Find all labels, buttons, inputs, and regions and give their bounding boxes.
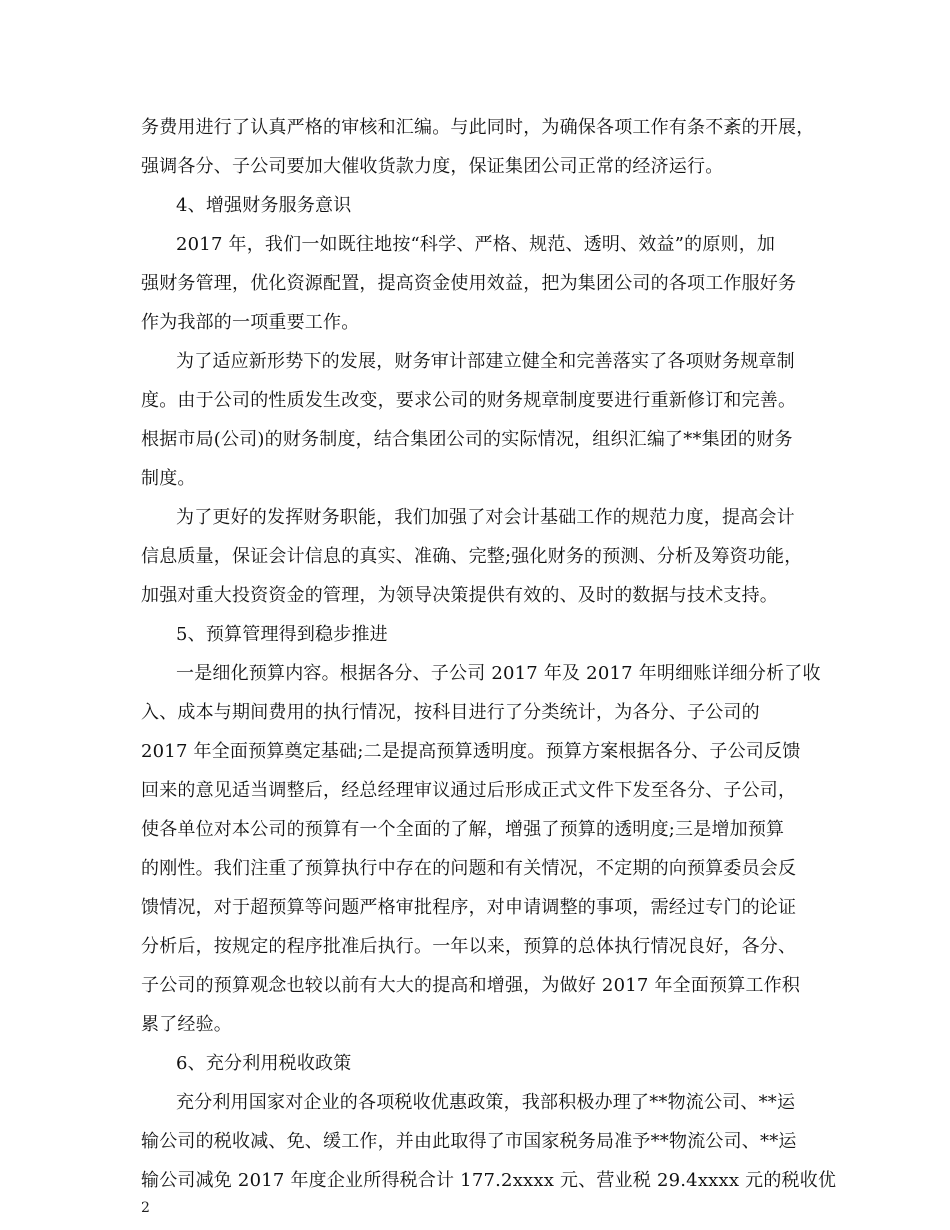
section-heading: 6、充分利用税收政策 xyxy=(176,1053,352,1074)
body-text-line: 强财务管理，优化资源配置，提高资金使用效益，把为集团公司的各项工作服好务 xyxy=(141,273,797,294)
body-text-line: 输公司减免 2017 年度企业所得税合计 177.2xxxx 元、营业税 29.4xxxx 元的税收优 xyxy=(141,1170,837,1191)
body-text-line: 分析后，按规定的程序批准后执行。一年以来，预算的总体执行情况良好，各分、 xyxy=(141,936,797,957)
body-text-line: 累了经验。 xyxy=(141,1014,232,1035)
body-text-line: 一是细化预算内容。根据各分、子公司 2017 年及 2017 年明细账详细分析了收 xyxy=(176,663,821,684)
body-text-line: 2017 年，我们一如既往地按“科学、严格、规范、透明、效益”的原则，加 xyxy=(176,234,776,255)
body-text-line: 作为我部的一项重要工作。 xyxy=(141,312,360,333)
body-text-line: 度。由于公司的性质发生改变，要求公司的财务规章制度要进行重新修订和完善。 xyxy=(141,390,797,411)
section-heading: 5、预算管理得到稳步推进 xyxy=(176,624,388,645)
page-number: 2 xyxy=(141,1200,150,1216)
body-text-line: 输公司的税收减、免、缓工作，并由此取得了市国家税务局准予**物流公司、**运 xyxy=(141,1131,797,1152)
body-text-line: 充分利用国家对企业的各项税收优惠政策，我部积极办理了**物流公司、**运 xyxy=(176,1092,796,1113)
body-text-line: 制度。 xyxy=(141,468,196,489)
body-text-line: 为了适应新形势下的发展，财务审计部建立健全和完善落实了各项财务规章制 xyxy=(176,351,795,372)
body-text-line: 为了更好的发挥财务职能，我们加强了对会计基础工作的规范力度，提高会计 xyxy=(176,507,795,528)
body-text-line: 加强对重大投资资金的管理，为领导决策提供有效的、及时的数据与技术支持。 xyxy=(141,585,778,606)
body-text-line: 的刚性。我们注重了预算执行中存在的问题和有关情况，不定期的向预算委员会反 xyxy=(141,858,797,879)
body-text-line: 务费用进行了认真严格的审核和汇编。与此同时，为确保各项工作有条不紊的开展， xyxy=(141,117,815,138)
body-text-line: 馈情况，对于超预算等问题严格审批程序，对申请调整的事项，需经过专门的论证 xyxy=(141,897,797,918)
body-text-line: 回来的意见适当调整后，经总经理审议通过后形成正式文件下发至各分、子公司， xyxy=(141,780,797,801)
body-text-line: 强调各分、子公司要加大催收货款力度，保证集团公司正常的经济运行。 xyxy=(141,156,724,177)
body-text-line: 2017 年全面预算奠定基础;二是提高预算透明度。预算方案根据各分、子公司反馈 xyxy=(141,741,801,762)
section-heading: 4、增强财务服务意识 xyxy=(176,195,352,216)
body-text-line: 信息质量，保证会计信息的真实、准确、完整;强化财务的预测、分析及筹资功能， xyxy=(141,546,803,567)
body-text-line: 子公司的预算观念也较以前有大大的提高和增强，为做好 2017 年全面预算工作积 xyxy=(141,975,801,996)
body-text-line: 入、成本与期间费用的执行情况，按科目进行了分类统计，为各分、子公司的 xyxy=(141,702,760,723)
body-text-line: 根据市局(公司)的财务制度，结合集团公司的实际情况，组织汇编了**集团的财务 xyxy=(141,429,793,450)
body-text-line: 使各单位对本公司的预算有一个全面的了解，增强了预算的透明度;三是增加预算 xyxy=(141,819,785,840)
